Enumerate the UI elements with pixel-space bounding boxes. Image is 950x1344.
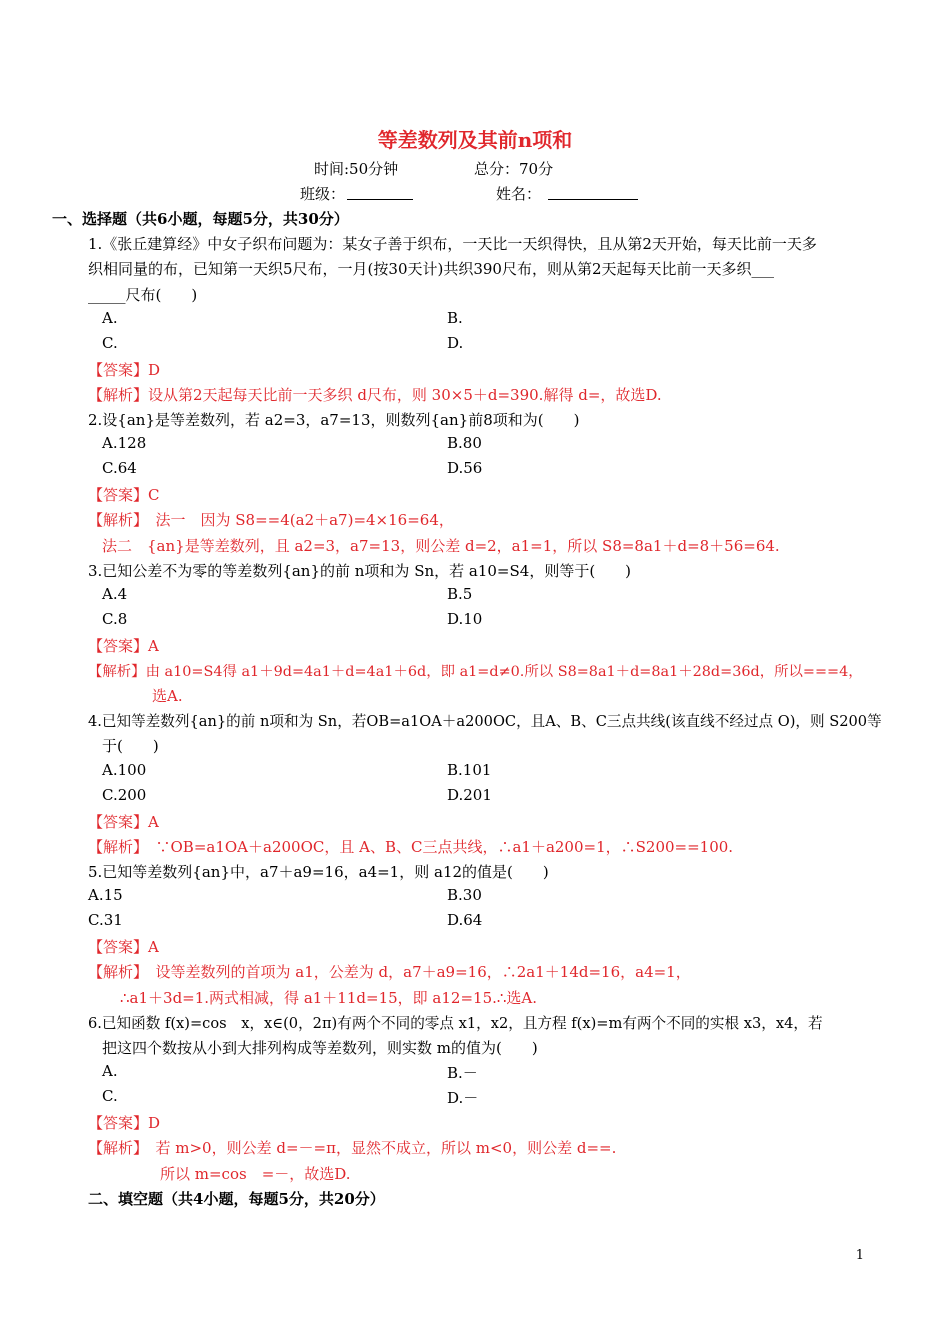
q1-option-d: D. [447, 334, 464, 352]
q5-analysis-line2: ∴a1＋3d=1.两式相减，得 a1＋11d=15，即 a12=15.∴选A. [120, 989, 538, 1007]
q2-stem: 2.设{an}是等差数列，若 a2=3，a7=13，则数列{an}前8项和为( ) [88, 411, 580, 429]
q4-option-a: A.100 [102, 761, 147, 779]
q1-stem-line2: 织相同量的布，已知第一天织5尺布，一月(按30天计)共织390尺布，则从第2天起每天比前一天多织___ [88, 260, 775, 278]
section-heading-fill: 二、填空题（共4小题，每题5分，共20分） [88, 1190, 385, 1208]
q2-analysis-line2: 法二 {an}是等差数列，且 a2=3，a7=13，则公差 d=2，a1=1，所以 S8=8a1＋d=8＋56=64. [102, 537, 780, 555]
q5-option-c: C.31 [88, 911, 123, 929]
q1-analysis: 【解析】设从第2天起每天比前一天多织 d尺布，则 30×5＋d=390.解得 d=，故选D. [88, 386, 662, 404]
q5-option-d: D.64 [447, 911, 483, 929]
q2-option-b: B.80 [447, 434, 482, 452]
q2-answer: 【答案】C [88, 486, 160, 504]
q6-stem-line2: 把这四个数按从小到大排列构成等差数列，则实数 m的值为( ) [102, 1039, 538, 1057]
q2-analysis-line1: 【解析】 法一 因为 S8==4(a2＋a7)=4×16=64， [88, 511, 454, 529]
q3-answer: 【答案】A [88, 637, 159, 655]
q6-option-a: A. [102, 1062, 118, 1080]
q2-option-d: D.56 [447, 459, 483, 477]
q4-stem-line1: 4.已知等差数列{an}的前 n项和为 Sn，若OB=a1OA＋a200OC，且A、B、C三点共线(该直线不经过点 O)，则 S200等 [88, 713, 882, 730]
q1-answer: 【答案】D [88, 361, 161, 379]
time-info: 时间:50分钟 [314, 160, 399, 178]
q6-analysis-line2: 所以 m=cos =－，故选D. [160, 1165, 351, 1183]
q1-option-a: A. [102, 309, 118, 327]
q6-option-b: B.－ [447, 1064, 478, 1082]
q3-stem: 3.已知公差不为零的等差数列{an}的前 n项和为 Sn，若 a10=S4，则等于( ) [88, 562, 632, 580]
q1-stem-line1: 1.《张丘建算经》中女子织布问题为：某女子善于织布，一天比一天织得快，且从第2天开始，每天比前一天多 [88, 235, 817, 253]
q2-option-a: A.128 [102, 434, 147, 452]
q1-stem-line3: _____尺布( ) [88, 286, 198, 304]
score-info: 总分：70分 [474, 160, 554, 178]
q6-analysis-line1: 【解析】 若 m>0，则公差 d=－=π，显然不成立，所以 m<0，则公差 d==. [88, 1139, 617, 1157]
q4-option-b: B.101 [447, 761, 492, 779]
q6-option-d: D.－ [447, 1089, 479, 1107]
q4-answer: 【答案】A [88, 813, 159, 831]
q5-option-a: A.15 [88, 886, 123, 904]
page-number: 1 [855, 1248, 864, 1263]
q4-option-d: D.201 [447, 786, 492, 804]
q5-stem: 5.已知等差数列{an}中，a7＋a9=16，a4=1，则 a12的值是( ) [88, 863, 549, 881]
section-heading-choice: 一、选择题（共6小题，每题5分，共30分） [52, 210, 349, 228]
q5-option-b: B.30 [447, 886, 482, 904]
name-blank [548, 199, 638, 200]
q3-analysis-line2: 选A. [152, 687, 183, 705]
q4-option-c: C.200 [102, 786, 147, 804]
q3-option-c: C.8 [102, 610, 128, 628]
page-title: 等差数列及其前n项和 [377, 128, 573, 152]
q3-analysis-line1: 【解析】由 a10=S4得 a1＋9d=4a1＋d=4a1＋6d，即 a1=d≠0.所以 S8=8a1＋d=8a1＋28d=36d，所以===4， [88, 664, 863, 680]
q5-answer: 【答案】A [88, 938, 159, 956]
q2-option-c: C.64 [102, 459, 137, 477]
q1-option-b: B. [447, 309, 463, 327]
q4-analysis: 【解析】 ∵OB=a1OA＋a200OC，且 A、B、C三点共线，∴a1＋a200=1，∴S200==100. [88, 838, 734, 856]
q6-answer: 【答案】D [88, 1114, 161, 1132]
q6-option-c: C. [102, 1087, 118, 1105]
name-label: 姓名： [496, 185, 542, 203]
class-blank [347, 199, 413, 200]
q4-stem-line2: 于( ) [102, 737, 159, 755]
q3-option-b: B.5 [447, 585, 473, 603]
q3-option-a: A.4 [102, 585, 128, 603]
q5-analysis-line1: 【解析】 设等差数列的首项为 a1，公差为 d，a7＋a9=16，∴2a1＋14d=16，a4=1， [88, 963, 691, 981]
q3-option-d: D.10 [447, 610, 483, 628]
class-label: 班级： [300, 185, 346, 203]
q1-option-c: C. [102, 334, 118, 352]
q6-stem-line1: 6.已知函数 f(x)=cos x，x∈(0，2π)有两个不同的零点 x1，x2，且方程 f(x)=m有两个不同的实根 x3，x4，若 [88, 1015, 823, 1032]
